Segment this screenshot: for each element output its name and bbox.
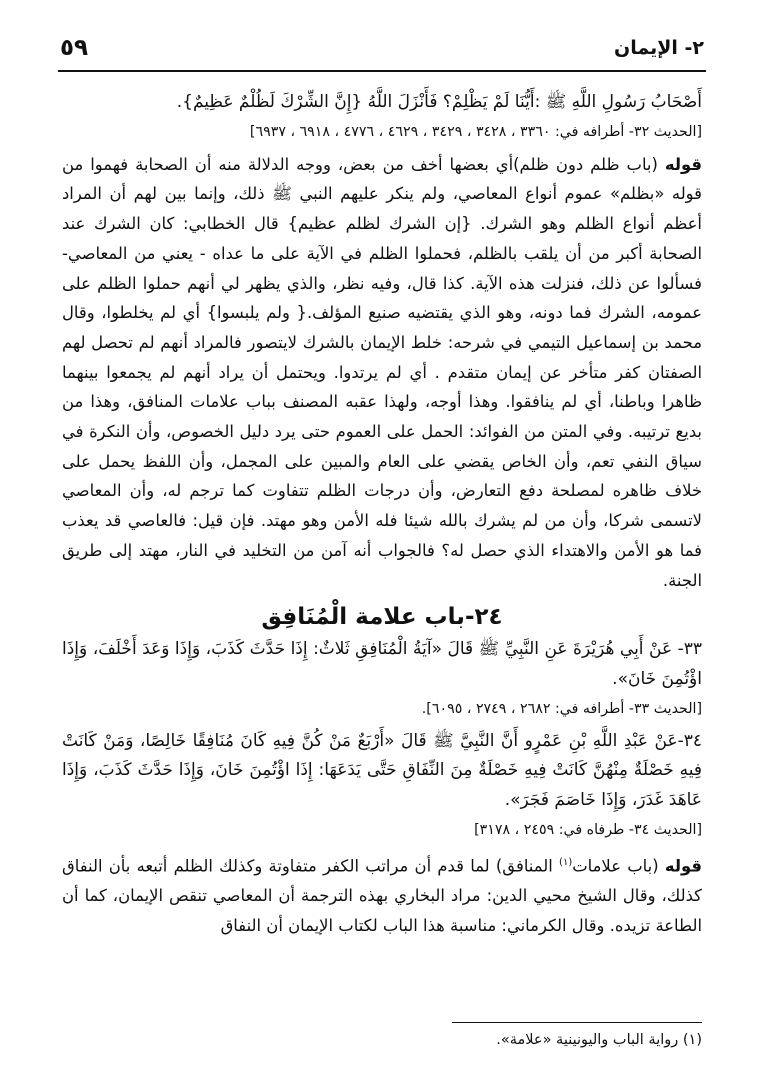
hadith-33: ٣٣- عَنْ أَبِي هُرَيْرَةَ عَنِ النَّبِيِّ ﷺ قَالَ «آيَةُ الْمُنَافِقِ ثَلاثٌ: إِذَا حَدَّثَ كَذَبَ، وَإِذَا وَعَدَ أَخْلَفَ، وَإِذَا اؤْتُمِنَ خَانَ».	[62, 639, 702, 689]
commentary-paragraph-2	[62, 848, 702, 941]
footnote-mark: (١)	[559, 856, 573, 868]
page-body	[62, 88, 702, 1017]
hadith-33-references: [الحديث ٣٣- أطرافه في: ٢٦٨٢ ، ٢٧٤٩ ، ٦٠٩٥].	[421, 700, 702, 717]
commentary-keyword: قوله	[664, 856, 702, 876]
page-header	[60, 28, 704, 68]
commentary-text-a: (باب علامات	[572, 856, 659, 876]
commentary-paragraph-1	[62, 150, 702, 596]
footnote: (١) رواية الباب واليونينية «علامة».	[496, 1032, 702, 1048]
verse-line: أَصْحَابُ رَسُولِ اللَّهِ ﷺ :أَيُّنَا لَمْ يَظْلِمْ؟ فَأَنْزَلَ اللَّهُ {إِنَّ الشِّرْكَ لَظُلْمٌ عَظِيمٌ}.	[176, 92, 702, 112]
commentary-text: (باب ظلم دون ظلم)أي بعضها أخف من بعض، ووجه الدلالة منه أن الصحابة فهموا من قوله «بظلم» عموم أنواع المعاصي، ولم ينكر عليهم النبي ﷺ ذلك، وإنما بين لهم أن المراد أعظم أنواع الظلم وهو الشرك. {إن الشرك لظلم عظيم} قال الخطابي: كان الشرك عند الصحابة أكبر من أن يلقب بالظلم، فحملوا الظلم في الآية على ما عداه - يعني من المعاصي- فسألوا عن ذلك، فنزلت هذه الآية. كذا قال، وفيه نظر، والذي يظهر لي أنهم حملوا الظلم على عمومه، الشرك فما دونه، وهو الذي يقتضيه صنيع المؤلف.{ ولم يلبسوا} أي لم يخلطوا، وقال محمد بن إسماعيل التيمي في شرحه: خلط الإيمان بالشرك لايتصور فالمراد أنهم لم تحصل لهم الصفتان كفر متأخر عن إيمان متقدم . أي لم يرتدوا. ويحتمل أن يراد أنهم لم يجمعوا بينهما ظاهرا وباطنا، أي لم ينافقوا. وهذا أوجه، ولهذا عقبه المصنف بباب علامات المنافق، وهذا من بديع ترتيبه. وفي المتن من الفوائد: الحمل على العموم حتى يرد دليل الخصوص، وأن النكرة في سياق النفي تعم، وأن الخاص يقضي على العام والمبين على المجمل، وأن اللفظ يحمل على خلاف ظاهره لمصلحة دفع التعارض، وأن درجات الظلم تتفاوت كما ترجم له، وأن المعاصي لاتسمى شركا، وأن من لم يشرك بالله شيئا فله الأمن وهو مهتد. فإن قيل: فالعاصي قد يعذب فما هو الأمن والاهتداء الذي حصل له؟ فالجواب أنه آمن من التخليد في النار، مهتد إلى طريق الجنة.	[62, 154, 702, 590]
hadith-34: ٣٤-عَنْ عَبْدِ اللَّهِ بْنِ عَمْرٍو أَنَّ النَّبِيَّ ﷺ قَالَ «أَرْبَعٌ مَنْ كُنَّ فِيهِ كَانَ مُنَافِقًا خَالِصًا، وَمَنْ كَانَتْ فِيهِ خَصْلَةٌ مِنْهُنَّ كَانَتْ فِيهِ خَصْلَةٌ مِنَ النِّفَاقِ حَتَّى يَدَعَهَا: إِذَا اؤْتُمِنَ خَانَ، وَإِذَا حَدَّثَ كَذَبَ، وَإِذَا عَاهَدَ غَدَرَ، وَإِذَا خَاصَمَ فَجَرَ».	[62, 730, 702, 811]
chapter-title: ٢٤-باب علامة الْمُنَافِق	[261, 604, 503, 631]
commentary-text-b: المنافق) لما قدم أن مراتب الكفر متفاوتة وكذلك الظلم أتبعه بأن النفاق كذلك، وقال الشيخ محيي الدين: مراد البخاري بهذه الترجمة أن المعاصي تنقص الإيمان، كما أن الطاعة تزيده. وقال الكرماني: مناسبة هذا الباب لكتاب الإيمان أن النفاق	[62, 856, 702, 935]
running-head: ٢- الإيمان	[614, 37, 704, 59]
hadith-32-references: [الحديث ٣٢- أطرافه في: ٣٣٦٠ ، ٣٤٢٨ ، ٣٤٢٩ ، ٤٦٢٩ ، ٤٧٧٦ ، ٦٩١٨ ، ٦٩٣٧]	[249, 123, 702, 140]
hadith-34-references: [الحديث ٣٤- طرفاه في: ٢٤٥٩ ، ٣١٧٨]	[474, 821, 702, 838]
page-number: ٥٩	[60, 35, 89, 61]
header-rule	[58, 70, 706, 72]
commentary-keyword: قوله	[664, 154, 702, 174]
footnote-rule	[452, 1022, 702, 1023]
